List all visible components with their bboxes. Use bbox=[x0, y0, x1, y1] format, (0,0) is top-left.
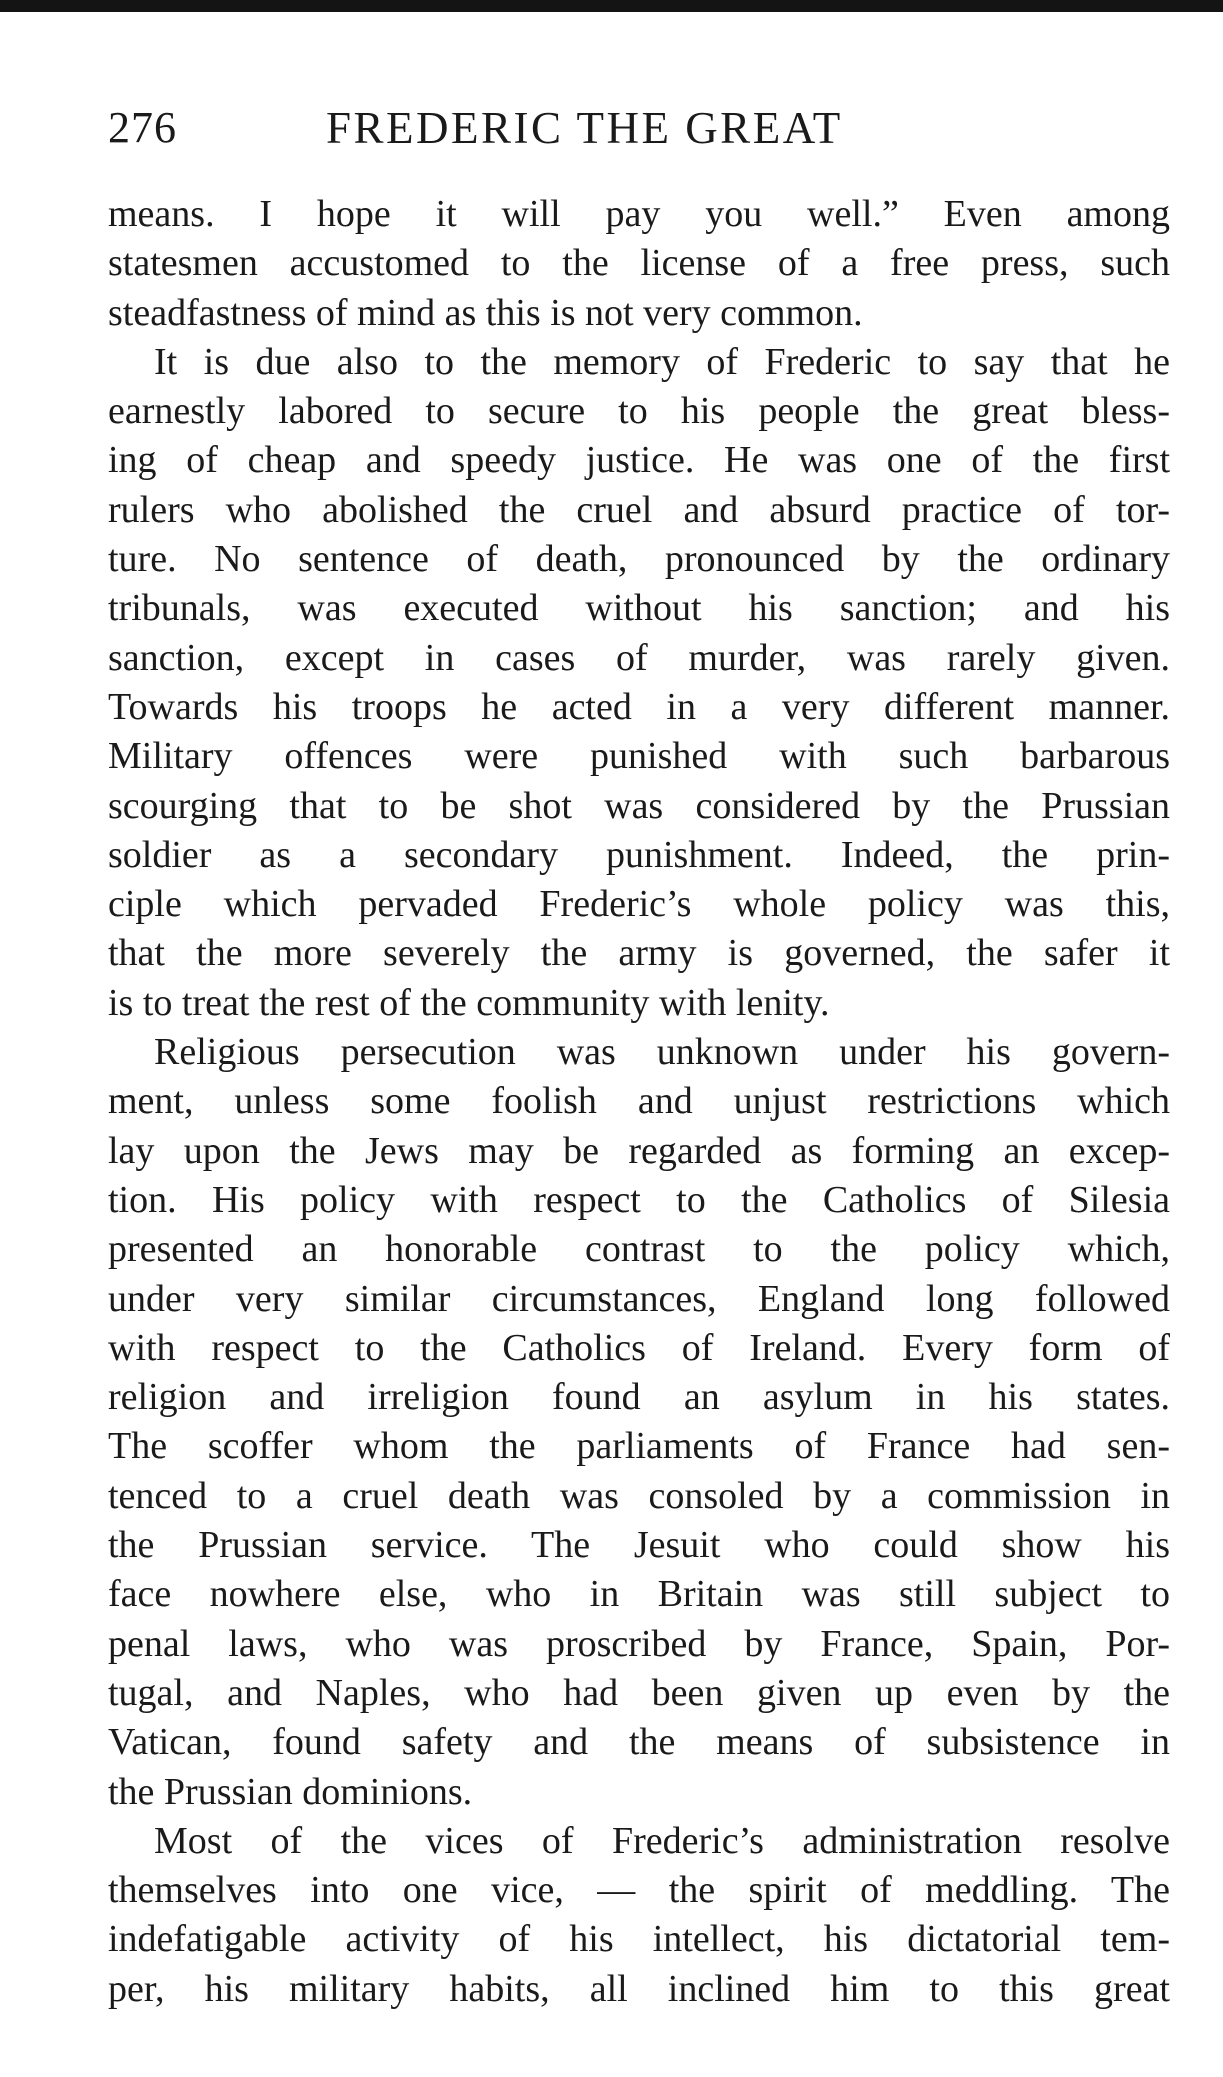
text-line: tugal, and Naples, who had been given up even by the bbox=[108, 1671, 1170, 1714]
text-line: penal laws, who was proscribed by France, Spain, Por- bbox=[108, 1622, 1170, 1665]
text-line: statesmen accustomed to the license of a free press, such bbox=[108, 242, 1170, 285]
text-line: indefatigable activity of his intellect, his dictatorial tem- bbox=[108, 1918, 1170, 1961]
text-line: ciple which pervaded Frederic’s whole policy was this, bbox=[108, 883, 1170, 926]
text-line: lay upon the Jews may be regarded as forming an excep- bbox=[108, 1129, 1170, 1172]
text-line: The scoffer whom the parliaments of France had sen- bbox=[108, 1425, 1170, 1468]
text-line: soldier as a secondary punishment. Indeed, the prin- bbox=[108, 833, 1170, 876]
page-number: 276 bbox=[108, 103, 177, 152]
text-line: with respect to the Catholics of Ireland. Every form of bbox=[108, 1326, 1170, 1369]
page-header bbox=[108, 98, 1170, 158]
text-line: face nowhere else, who in Britain was still subject to bbox=[108, 1573, 1170, 1616]
text-line: ture. No sentence of death, pronounced by the ordinary bbox=[108, 538, 1170, 581]
top-border-rule bbox=[0, 0, 1223, 12]
text-line: tenced to a cruel death was consoled by a commission in bbox=[108, 1474, 1170, 1517]
text-line: presented an honorable contrast to the policy which, bbox=[108, 1228, 1170, 1271]
text-line: that the more severely the army is governed, the safer it bbox=[108, 932, 1170, 975]
text-line: scourging that to be shot was considered by the Prussian bbox=[108, 784, 1170, 827]
text-line: Military offences were punished with such barbarous bbox=[108, 735, 1170, 778]
text-line: themselves into one vice, — the spirit of meddling. The bbox=[108, 1869, 1170, 1912]
text-line: the Prussian dominions. bbox=[108, 1770, 473, 1813]
running-title: FREDERIC THE GREAT bbox=[326, 103, 843, 153]
text-line: earnestly labored to secure to his people the great bless- bbox=[108, 390, 1170, 433]
text-line: Towards his troops he acted in a very different manner. bbox=[108, 685, 1170, 728]
text-line: the Prussian service. The Jesuit who could show his bbox=[108, 1524, 1170, 1567]
text-line: Most of the vices of Frederic’s administration resolve bbox=[154, 1819, 1170, 1862]
text-line: per, his military habits, all inclined him to this great bbox=[108, 1967, 1170, 2010]
text-line: It is due also to the memory of Frederic to say that he bbox=[154, 340, 1170, 383]
text-line: ing of cheap and speedy justice. He was one of the first bbox=[108, 439, 1170, 482]
text-line: Religious persecution was unknown under his govern- bbox=[154, 1031, 1170, 1074]
text-line: religion and irreligion found an asylum in his states. bbox=[108, 1376, 1170, 1419]
text-line: is to treat the rest of the community with lenity. bbox=[108, 981, 830, 1024]
text-line: ment, unless some foolish and unjust restrictions which bbox=[108, 1080, 1170, 1123]
text-line: tribunals, was executed without his sanction; and his bbox=[108, 587, 1170, 630]
text-line: Vatican, found safety and the means of subsistence in bbox=[108, 1721, 1170, 1764]
text-line: tion. His policy with respect to the Catholics of Silesia bbox=[108, 1178, 1170, 1221]
text-line: sanction, except in cases of murder, was rarely given. bbox=[108, 636, 1170, 679]
text-line: under very similar circumstances, England long followed bbox=[108, 1277, 1170, 1320]
text-line: steadfastness of mind as this is not very common. bbox=[108, 291, 863, 334]
body-text bbox=[108, 190, 1170, 2014]
text-line: means. I hope it will pay you well.” Even among bbox=[108, 193, 1170, 235]
text-line: rulers who abolished the cruel and absurd practice of tor- bbox=[108, 488, 1170, 531]
